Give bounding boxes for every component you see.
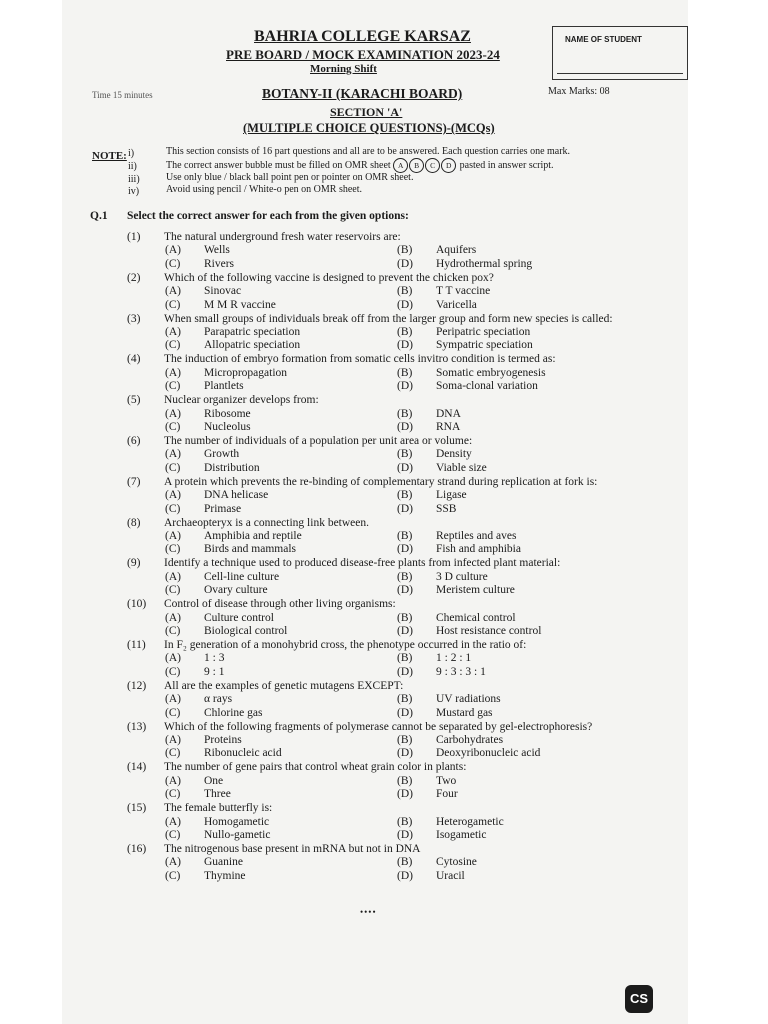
option-d: 9 : 3 : 3 : 1 <box>436 665 486 678</box>
option-label-d: (D) <box>397 298 413 311</box>
option-c: Allopatric speciation <box>204 339 301 352</box>
note-text-1: This section consists of 16 part questions and all are to be answered. Each question carries one mark. <box>166 146 571 157</box>
option-label-a: (A) <box>165 530 181 542</box>
option-d: Varicella <box>436 298 477 311</box>
question-row <box>0 843 768 856</box>
student-name-label: NAME OF STUDENT <box>565 35 642 44</box>
option-d: Soma-clonal variation <box>436 380 538 393</box>
option-label-a: (A) <box>165 407 181 420</box>
option-label-d: (D) <box>397 584 413 597</box>
bubble-b: B <box>409 158 424 173</box>
question-number: (15) <box>127 802 147 815</box>
option-c: 9 : 1 <box>204 665 225 678</box>
option-label-b: (B) <box>397 366 413 379</box>
options-row <box>0 489 768 502</box>
option-a: Growth <box>204 448 240 461</box>
question-row <box>0 517 768 530</box>
option-label-c: (C) <box>165 706 181 719</box>
question-row <box>0 598 768 611</box>
college-name: BAHRIA COLLEGE KARSAZ <box>254 28 471 45</box>
option-label-b: (B) <box>397 285 413 298</box>
end-ornament: •••• <box>360 907 377 917</box>
option-a: Proteins <box>204 734 242 746</box>
note-num-4: iv) <box>128 186 140 197</box>
option-c: Birds and mammals <box>204 543 296 556</box>
option-label-c: (C) <box>165 298 181 311</box>
option-b: Peripatric speciation <box>436 326 531 338</box>
options-row <box>0 707 768 720</box>
note-text-2-after: pasted in answer script. <box>459 159 554 171</box>
option-label-c: (C) <box>165 584 181 597</box>
options-row <box>0 693 768 706</box>
option-label-c: (C) <box>165 869 181 882</box>
option-label-a: (A) <box>165 611 181 624</box>
option-label-d: (D) <box>397 788 413 801</box>
question-row <box>0 721 768 734</box>
q1-instruction: Select the correct answer for each from the given options: <box>127 210 409 222</box>
option-b: DNA <box>436 407 461 420</box>
question-text: A protein which prevents the re-binding of complementary strand during replication at fork is: <box>164 475 598 488</box>
question-text: The nitrogenous base present in mRNA but not in DNA <box>164 843 421 855</box>
option-label-a: (A) <box>165 856 181 869</box>
option-label-d: (D) <box>397 869 413 882</box>
subject-title: BOTANY-II (KARACHI BOARD) <box>262 86 463 101</box>
options-row <box>0 612 768 625</box>
option-label-a: (A) <box>165 285 181 298</box>
question-text: The induction of embryo formation from somatic cells invitro condition is termed as: <box>164 353 556 366</box>
option-c: Ribonucleic acid <box>204 747 282 760</box>
option-b: Two <box>436 774 457 787</box>
note-text-2: The correct answer bubble must be filled on OMR sheet <box>166 159 391 171</box>
options-row <box>0 816 768 829</box>
option-c: Ovary culture <box>204 584 268 597</box>
question-text: Which of the following fragments of polymerase cannot be separated by gel-electrophoresis? <box>164 720 593 733</box>
option-b: Reptiles and aves <box>436 530 517 542</box>
option-a: One <box>204 774 224 787</box>
options-row <box>0 584 768 597</box>
option-c: Nucleolus <box>204 421 251 433</box>
option-c: Nullo-gametic <box>204 829 271 841</box>
question-text: Which of the following vaccine is designed to prevent the chicken pox? <box>164 271 494 284</box>
option-a: Ribosome <box>204 407 251 420</box>
section-title: SECTION 'A' <box>330 105 403 119</box>
option-label-d: (D) <box>397 665 413 678</box>
options-row <box>0 788 768 801</box>
question-number: (6) <box>127 435 141 447</box>
option-d: Hydrothermal spring <box>436 257 533 270</box>
question-row <box>0 313 768 326</box>
option-d: RNA <box>436 421 461 433</box>
option-d: Uracil <box>436 869 465 882</box>
question-row <box>0 476 768 489</box>
option-c: Primase <box>204 502 242 515</box>
options-row <box>0 244 768 257</box>
option-label-b: (B) <box>397 815 413 828</box>
option-c: Distribution <box>204 461 260 474</box>
option-label-c: (C) <box>165 665 181 678</box>
question-row <box>0 761 768 774</box>
options-row <box>0 380 768 393</box>
option-label-c: (C) <box>165 257 181 270</box>
option-d: Isogametic <box>436 829 487 841</box>
question-text: Archaeopteryx is a connecting link between. <box>164 516 370 529</box>
options-row <box>0 421 768 434</box>
max-marks: Max Marks: 08 <box>548 86 610 97</box>
question-number: (2) <box>127 271 141 284</box>
options-row <box>0 652 768 665</box>
note-num-1: i) <box>128 148 135 159</box>
question-row <box>0 557 768 570</box>
shift-label: Morning Shift <box>310 63 377 75</box>
option-label-d: (D) <box>397 543 413 556</box>
option-d: Viable size <box>436 461 487 474</box>
question-text: Identify a technique used to produced disease-free plants from infected plant material: <box>164 557 561 570</box>
question-row <box>0 802 768 815</box>
question-row <box>0 231 768 244</box>
option-label-b: (B) <box>397 570 413 583</box>
question-text: The natural underground fresh water reservoirs are: <box>164 231 401 243</box>
bubble-c: C <box>425 158 440 173</box>
options-row <box>0 747 768 760</box>
options-row <box>0 503 768 516</box>
option-a: Micropropagation <box>204 366 288 379</box>
option-b: UV radiations <box>436 693 501 706</box>
option-label-d: (D) <box>397 706 413 719</box>
question-row <box>0 435 768 448</box>
option-b: Cytosine <box>436 856 477 869</box>
option-a: Amphibia and reptile <box>204 530 302 542</box>
question-text: Control of disease through other living organisms: <box>164 598 396 611</box>
option-label-a: (A) <box>165 774 181 787</box>
question-text: The number of gene pairs that control wheat grain color in plants: <box>164 761 467 774</box>
option-c: Biological control <box>204 625 288 637</box>
option-label-b: (B) <box>397 407 413 420</box>
question-row <box>0 394 768 407</box>
question-number: (11) <box>127 639 146 651</box>
option-b: Carbohydrates <box>436 734 504 746</box>
question-text: When small groups of individuals break off from the larger group and form new species is called: <box>164 312 613 325</box>
question-text: All are the examples of genetic mutagens EXCEPT: <box>164 679 404 692</box>
question-number: (3) <box>127 312 141 325</box>
option-label-a: (A) <box>165 244 181 257</box>
option-label-b: (B) <box>397 530 413 542</box>
option-label-b: (B) <box>397 326 413 338</box>
option-label-c: (C) <box>165 339 181 352</box>
question-number: (9) <box>127 557 141 570</box>
option-label-d: (D) <box>397 380 413 393</box>
option-label-a: (A) <box>165 652 181 665</box>
question-number: (16) <box>127 843 147 855</box>
options-row <box>0 543 768 556</box>
question-row <box>0 680 768 693</box>
options-row <box>0 326 768 339</box>
bubble-d: D <box>441 158 456 173</box>
option-label-b: (B) <box>397 489 413 502</box>
option-label-d: (D) <box>397 461 413 474</box>
option-b: Heterogametic <box>436 815 504 828</box>
options-row <box>0 299 768 312</box>
options-row <box>0 285 768 298</box>
options-row <box>0 258 768 271</box>
options-row <box>0 625 768 638</box>
question-number: (8) <box>127 516 141 529</box>
question-row <box>0 639 768 652</box>
note-num-3: iii) <box>128 174 140 185</box>
bubble-a: A <box>393 158 408 173</box>
question-number: (12) <box>127 679 147 692</box>
option-b: Ligase <box>436 489 467 502</box>
option-label-b: (B) <box>397 652 413 665</box>
option-label-d: (D) <box>397 747 413 760</box>
option-a: Parapatric speciation <box>204 326 301 338</box>
option-label-b: (B) <box>397 693 413 706</box>
option-a: Wells <box>204 244 230 257</box>
option-label-c: (C) <box>165 829 181 841</box>
option-a: Cell-line culture <box>204 570 280 583</box>
option-c: Chlorine gas <box>204 706 263 719</box>
option-a: α rays <box>204 693 233 706</box>
option-b: Chemical control <box>436 611 516 624</box>
option-label-c: (C) <box>165 788 181 801</box>
options-row <box>0 571 768 584</box>
option-label-b: (B) <box>397 856 413 869</box>
options-row <box>0 530 768 543</box>
option-label-c: (C) <box>165 625 181 637</box>
note-num-2: ii) <box>128 161 137 172</box>
student-name-line <box>557 73 683 74</box>
option-label-c: (C) <box>165 502 181 515</box>
option-label-c: (C) <box>165 461 181 474</box>
camscanner-badge: CS <box>625 985 653 1013</box>
options-row <box>0 448 768 461</box>
option-c: Thymine <box>204 869 246 882</box>
option-label-a: (A) <box>165 815 181 828</box>
option-d: Fish and amphibia <box>436 543 521 556</box>
option-a: Homogametic <box>204 815 270 828</box>
time-label: Time 15 minutes <box>92 90 153 100</box>
option-label-a: (A) <box>165 326 181 338</box>
note-text-4: Avoid using pencil / White-o pen on OMR sheet. <box>166 184 362 195</box>
option-c: Three <box>204 788 231 801</box>
option-label-a: (A) <box>165 448 181 461</box>
option-label-b: (B) <box>397 448 413 461</box>
option-b: 3 D culture <box>436 570 488 583</box>
question-number: (5) <box>127 394 141 407</box>
option-label-a: (A) <box>165 570 181 583</box>
option-label-d: (D) <box>397 339 413 352</box>
options-row <box>0 367 768 380</box>
option-b: Aquifers <box>436 244 477 257</box>
options-row <box>0 462 768 475</box>
options-row <box>0 775 768 788</box>
options-row <box>0 408 768 421</box>
note-item-2 <box>166 158 554 173</box>
options-row <box>0 870 768 883</box>
question-text: In F₂ generation of a monohybrid cross, the phenotype occurred in the ratio of: <box>164 639 527 651</box>
options-row <box>0 829 768 842</box>
options-row <box>0 666 768 679</box>
note-text-3: Use only blue / black ball point pen or pointer on OMR sheet. <box>166 172 414 183</box>
option-b: 1 : 2 : 1 <box>436 652 472 665</box>
option-label-d: (D) <box>397 421 413 433</box>
option-label-c: (C) <box>165 543 181 556</box>
option-label-d: (D) <box>397 625 413 637</box>
option-label-b: (B) <box>397 611 413 624</box>
option-c: Rivers <box>204 257 235 270</box>
option-a: Culture control <box>204 611 274 624</box>
option-label-a: (A) <box>165 693 181 706</box>
option-label-b: (B) <box>397 774 413 787</box>
option-c: Plantlets <box>204 380 244 393</box>
option-label-b: (B) <box>397 244 413 257</box>
option-d: Mustard gas <box>436 706 493 719</box>
option-label-a: (A) <box>165 489 181 502</box>
section-type: (MULTIPLE CHOICE QUESTIONS)-(MCQs) <box>243 121 495 135</box>
option-label-d: (D) <box>397 829 413 841</box>
option-a: 1 : 3 <box>204 652 225 665</box>
note-label: NOTE: <box>92 150 127 162</box>
exam-title: PRE BOARD / MOCK EXAMINATION 2023-24 <box>226 47 500 62</box>
option-label-d: (D) <box>397 502 413 515</box>
question-number: (13) <box>127 720 147 733</box>
option-label-b: (B) <box>397 734 413 746</box>
option-a: Guanine <box>204 856 243 869</box>
option-d: Sympatric speciation <box>436 339 533 352</box>
option-b: Somatic embryogenesis <box>436 366 546 379</box>
option-b: Density <box>436 448 472 461</box>
question-row <box>0 353 768 366</box>
option-d: Host resistance control <box>436 625 542 637</box>
option-c: M M R vaccine <box>204 298 276 311</box>
question-number: (7) <box>127 475 141 488</box>
question-number: (10) <box>127 598 147 611</box>
options-row <box>0 734 768 747</box>
option-label-d: (D) <box>397 257 413 270</box>
option-d: Deoxyribonucleic acid <box>436 747 541 760</box>
option-label-a: (A) <box>165 366 181 379</box>
option-d: SSB <box>436 502 457 515</box>
question-row <box>0 272 768 285</box>
question-text: Nuclear organizer develops from: <box>164 394 319 407</box>
question-text: The female butterfly is: <box>164 802 273 815</box>
option-a: DNA helicase <box>204 489 269 502</box>
option-d: Meristem culture <box>436 584 515 597</box>
option-label-a: (A) <box>165 734 181 746</box>
option-label-c: (C) <box>165 747 181 760</box>
question-number: (14) <box>127 761 147 774</box>
q1-number: Q.1 <box>90 210 108 222</box>
question-number: (4) <box>127 353 141 366</box>
option-label-c: (C) <box>165 421 181 433</box>
options-row <box>0 856 768 869</box>
options-row <box>0 339 768 352</box>
question-text: The number of individuals of a population per unit area or volume: <box>164 435 473 447</box>
student-name-box[interactable] <box>552 26 688 80</box>
option-b: T T vaccine <box>436 285 491 298</box>
option-a: Sinovac <box>204 285 242 298</box>
option-label-c: (C) <box>165 380 181 393</box>
option-d: Four <box>436 788 458 801</box>
question-number: (1) <box>127 231 141 243</box>
